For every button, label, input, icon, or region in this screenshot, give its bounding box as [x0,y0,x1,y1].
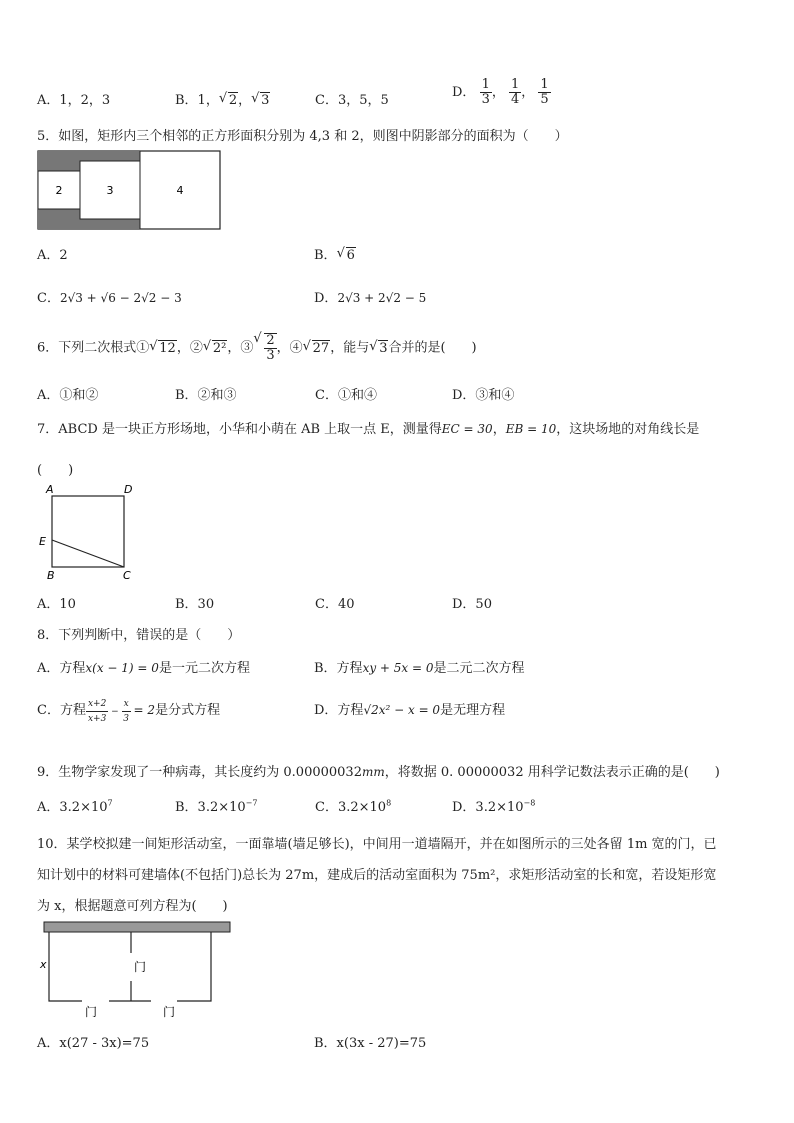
sqrt-6: √ 6 [337,248,356,263]
q10-label-x: x [40,958,47,971]
q5-stem: 5．如图，矩形内三个相邻的正方形面积分别为 4,3 和 2，则图中阴影部分的面积为（ ） [37,129,568,144]
sqrt-27: √ 27 [303,341,331,356]
q10-right-wall [177,932,211,1001]
fraction-one-fourth: $\frac{1}{4}$ [511,77,520,107]
q8-option-d: D．方程√2x² − x = 0是无理方程 [314,703,506,718]
q7-square [52,496,124,567]
sqrt-2: √ 2 [219,93,238,108]
fraction-one-third: $\frac{1}{3}$ [481,77,490,107]
q7-segment-ec [52,540,124,567]
q5-option-d: D．2√3 + 2√2 − 5 [314,291,427,306]
q4-option-d: D． $\frac{1}{3}$ ， $\frac{1}{4}$ ， $\frac{1}{5}$ [452,77,549,107]
sqrt-3: √ 3 [369,341,388,356]
q4-option-c: C．3，5，5 [315,93,389,108]
q5-option-a: A．2 [37,248,68,263]
q5-figure [37,150,221,230]
q7-label-a: A [46,483,54,496]
q5-shade-mid-top [80,151,140,161]
q7-paren: ( ) [37,463,74,478]
q5-shade-mid-bottom [80,219,140,229]
sqrt-two-thirds: √ $\frac{2}{3}$ [253,333,276,363]
q10-door-left: 门 [85,1005,98,1019]
q8-option-b: B．方程xy + 5x = 0是二元二次方程 [314,661,525,676]
q9-option-b: B．$3.2\times 10^{-7}$ [175,798,258,815]
q7-option-c: C．40 [315,597,355,612]
q10-option-a: A．x(27 - 3x)=75 [37,1036,150,1051]
q6-option-c: C．①和④ [315,388,377,403]
q10-wall [44,922,230,932]
q9-option-a: A．$3.2\times 10^7$ [37,798,113,815]
q10-stem-line-2: 知计划中的材料可建墙体(不包括门)总长为 27m，建成后的活动室面积为 75m²，求矩形活动室的长和宽，若设矩形宽 [37,868,717,883]
q7-figure [37,480,147,584]
q6-stem: 6．下列二次根式①√ 12，②√ 2²，③ √ $\frac{2}{3}$ ，④√ 27，能与√ 3合并的是( ) [37,333,477,363]
fraction-one-fifth: $\frac{1}{5}$ [540,77,549,107]
q7-option-b: B．30 [175,597,215,612]
q7-option-d: D．50 [452,597,492,612]
q10-left-wall [49,932,82,1001]
q8-stem: 8．下列判断中，错误的是（ ） [37,628,241,643]
q10-stem-line-3: 为 x，根据题意可列方程为( ) [37,899,228,914]
q8-option-a: A．方程x(x − 1) = 0是一元二次方程 [37,661,250,676]
sqrt-12: √ 12 [149,341,177,356]
q9-option-c: C．$3.2\times 10^8$ [315,798,392,815]
q5-label-3: 3 [106,184,114,197]
sqrt-3: √ 3 [251,93,270,108]
q4-option-b: B．1，√ 2，√ 3 [175,89,270,108]
q6-option-b: B．②和③ [175,388,237,403]
q7-option-a: A．10 [37,597,76,612]
q4-option-a: A．1，2，3 [37,93,111,108]
q10-stem-line-1: 10．某学校拟建一间矩形活动室，一面靠墙(墙足够长)，中间用一道墙隔开，并在如图所示的三处各留 1m 宽的门，已 [37,837,717,852]
q5-option-b: B．√ 6 [314,244,356,263]
q7-label-b: B [47,569,55,582]
sqrt-2-squared: √ 2² [203,341,227,356]
q5-label-2: 2 [55,184,63,197]
q10-option-b: B．x(3x - 27)=75 [314,1036,427,1051]
q7-stem: 7．ABCD 是一块正方形场地，小华和小萌在 AB 上取一点 E，测量得EC = 30，EB = 10，这块场地的对角线长是 [37,422,700,437]
q10-door-middle: 门 [134,960,147,974]
q9-option-d: D．$3.2\times 10^{-8}$ [452,798,536,815]
q5-label-4: 4 [176,184,184,197]
q8-option-c: C．方程 $\frac{x+2}{x+3}$ − $\frac{x}{3}$ = 2是分式方程 [37,699,221,724]
q5-option-c: C．2√3 + √6 − 2√2 − 3 [37,291,182,306]
q7-label-e: E [39,535,46,548]
q5-shade-top [38,151,80,171]
q6-option-a: A．①和② [37,388,99,403]
q5-shade-bottom [38,209,80,229]
q10-door-right: 门 [163,1005,176,1019]
q10-figure [37,920,233,1020]
q9-stem: 9．生物学家发现了一种病毒，其长度约为 0.00000032mm，将数据 0. 00000032 用科学记数法表示正确的是( ) [37,765,720,780]
q7-label-d: D [124,483,133,496]
q6-option-d: D．③和④ [452,388,515,403]
q7-label-c: C [123,569,131,582]
